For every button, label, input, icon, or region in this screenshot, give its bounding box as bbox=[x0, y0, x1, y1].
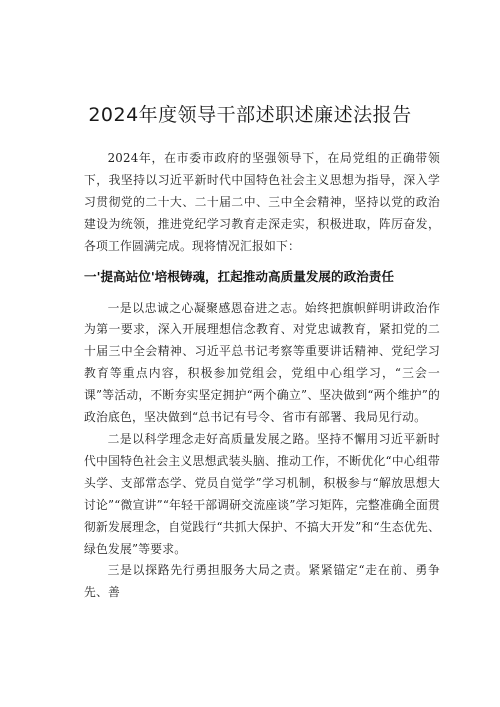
document-title: 2024年度领导干部述职述廉述法报告 bbox=[88, 104, 412, 126]
document-body bbox=[84, 148, 440, 707]
body-paragraph-2: 二是以科学理念走好高质量发展之路。坚持不懈用习近平新时代中国特色社会主义思想武装头脑、推动工作，不断优化“中心组带头学、支部常态学、党员自觉学”学习机制，积极参与“解放思想大讨论”“微宣讲”“年轻干部调研交流座谈”学习矩阵，完整准确全面贯彻新发展理念，自觉践行“共抓大保护、不搞大开发”和“生态优先、绿色发展”等要求。 bbox=[84, 431, 440, 556]
body-paragraph-3: 三是以探路先行勇担服务大局之责。紧紧锚定“走在前、勇争先、善 bbox=[84, 563, 440, 600]
section-heading: 一'提高站位'培根铸魂，扛起推动高质量发展的政治责任 bbox=[84, 268, 394, 284]
body-paragraph-1: 一是以忠诚之心凝聚感恩奋进之志。始终把旗帜鲜明讲政治作为第一要求，深入开展理想信念教育、对党忠诚教育，紧扣党的二十届三中全会精神、习近平总书记考察等重要讲话精神、党纪学习教育等重点内容，积极参加党组会，党组中心组学习，“三会一课”等活动，不断夯实坚定拥护“两个确立”、坚决做到“两个维护”的政治底色，坚决做到“总书记有号令、省市有部署、我局见行动。 bbox=[84, 300, 440, 425]
intro-paragraph: 2024年，在市委市政府的坚强领导下，在局党组的正确带领下，我坚持以习近平新时代中国特色社会主义思想为指导，深入学习贯彻党的二十大、二十届二中、三中全会精神，坚持以党的政治建设为统领，推进党纪学习教育走深走实，积极进取，阵厉奋发，各项工作圆满完成。现将情况汇报如下： bbox=[84, 151, 440, 253]
